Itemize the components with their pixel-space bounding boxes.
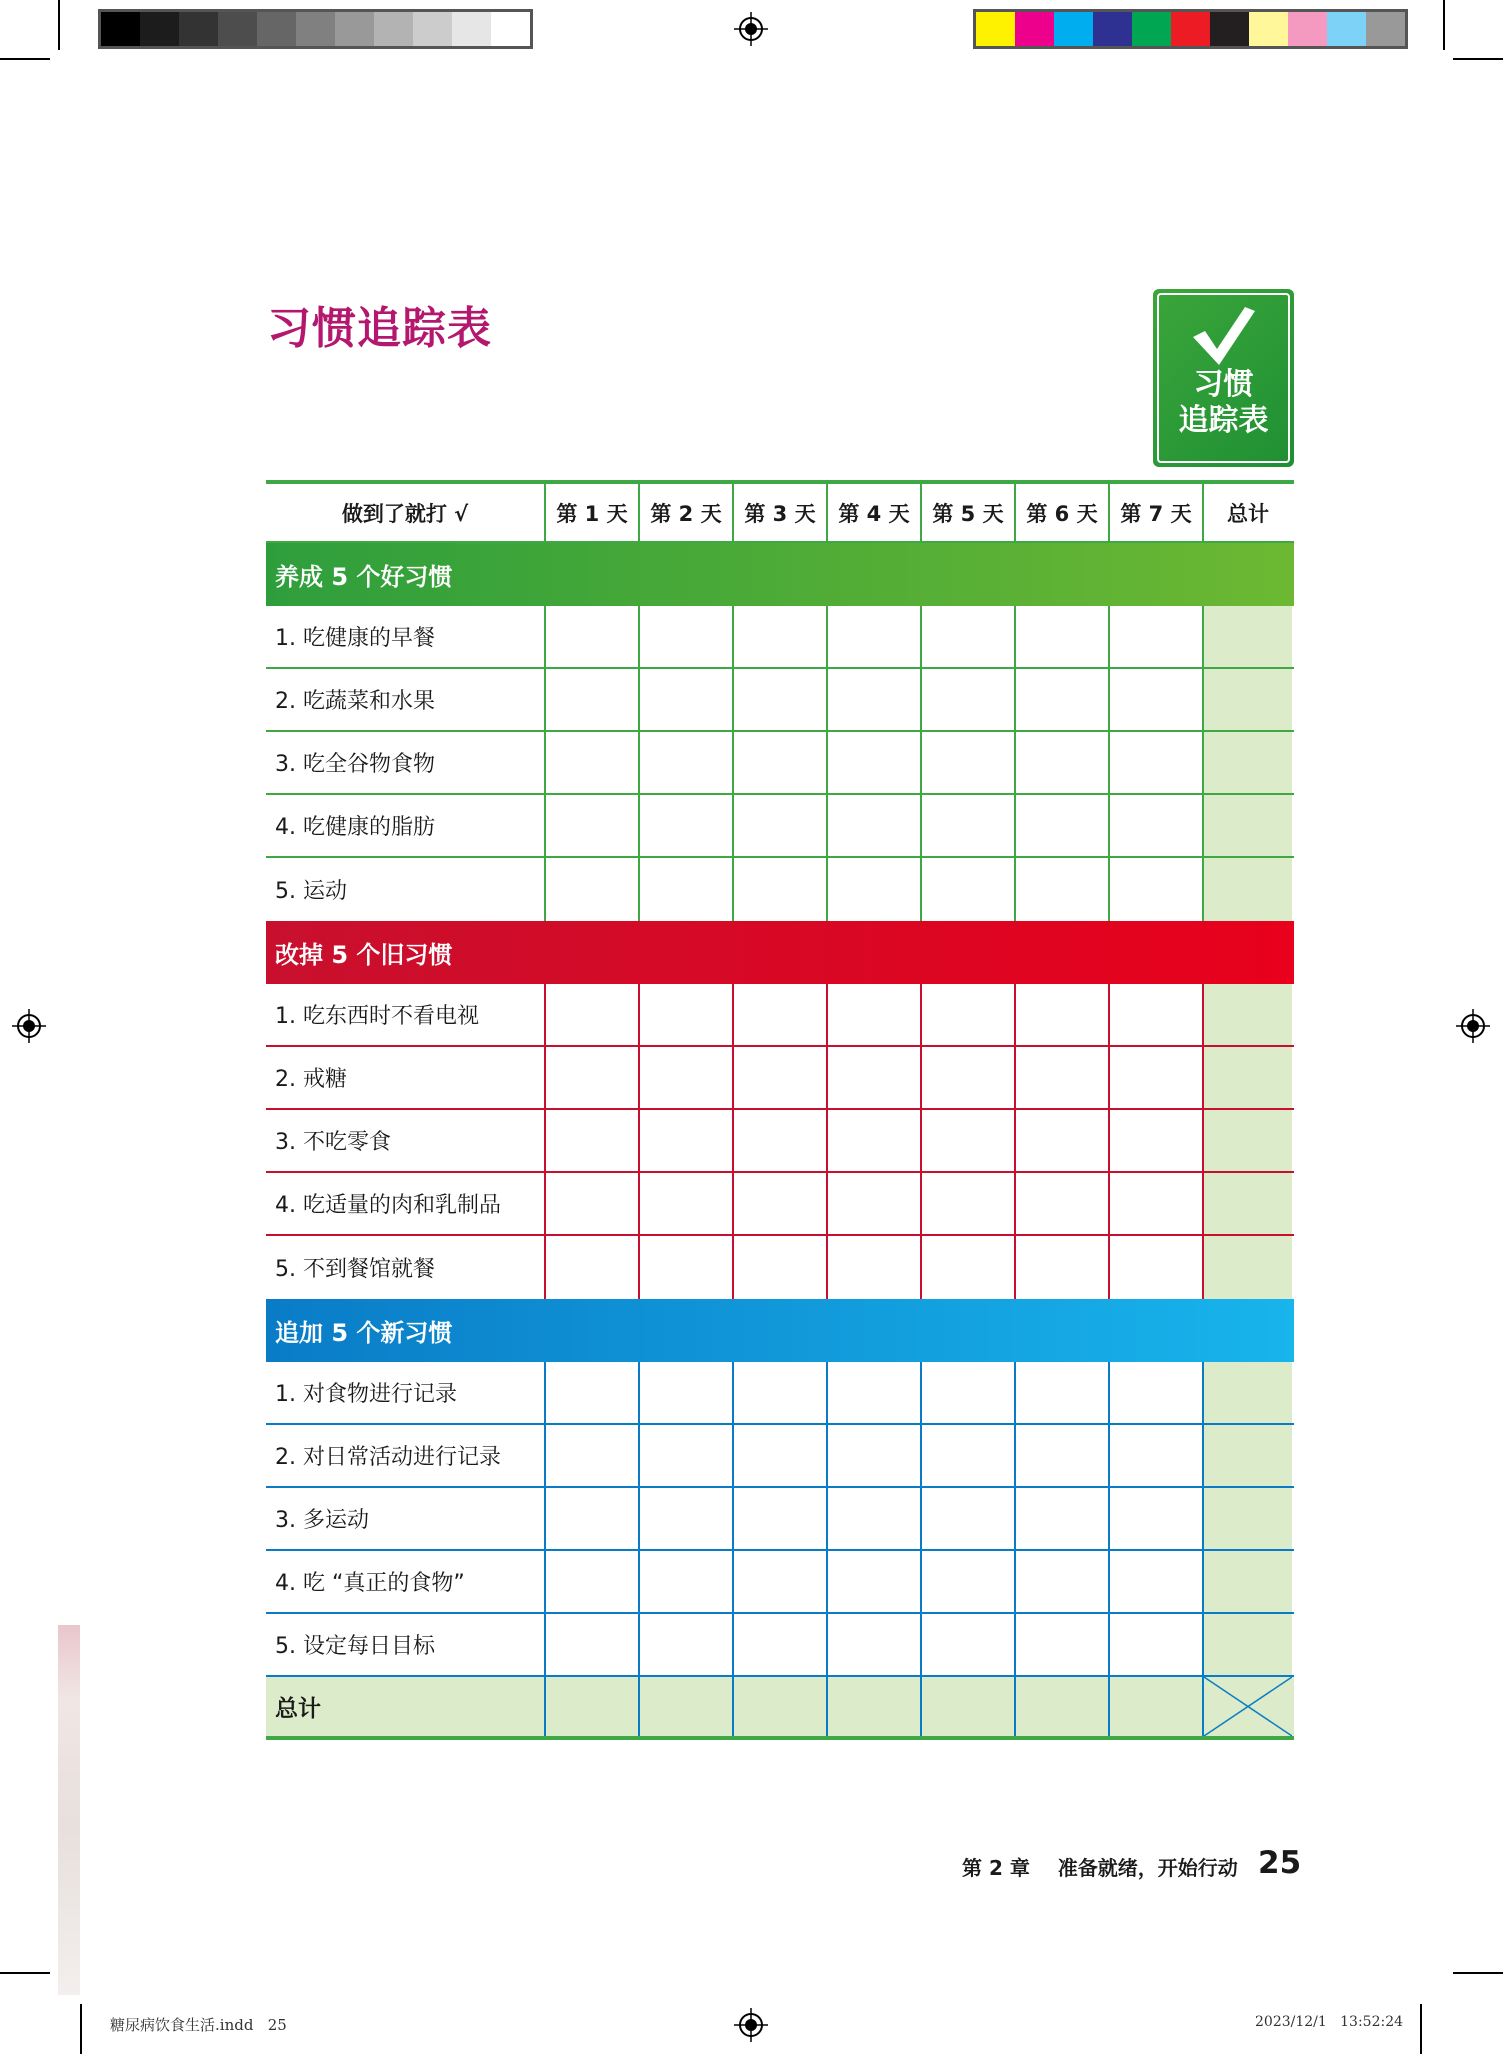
total-row-label: 总计 (275, 1696, 321, 1722)
total-cell[interactable] (1202, 606, 1292, 667)
total-cell[interactable] (1202, 1110, 1292, 1171)
section-title: 养成 5 个好习惯 (275, 563, 453, 591)
checkbox-cell[interactable] (826, 795, 920, 856)
checkbox-cell[interactable] (920, 669, 1014, 730)
checkbox-cell[interactable] (732, 1425, 826, 1486)
total-cell[interactable] (1202, 858, 1292, 921)
checkbox-cell[interactable] (920, 1110, 1014, 1171)
checkbox-cell[interactable] (826, 1488, 920, 1549)
checkbox-cell[interactable] (732, 1236, 826, 1299)
checkbox-cell[interactable] (826, 1236, 920, 1299)
checkbox-cell[interactable] (826, 669, 920, 730)
checkbox-cell[interactable] (732, 669, 826, 730)
checkbox-cell[interactable] (1014, 732, 1108, 793)
checkbox-cell[interactable] (638, 1047, 732, 1108)
grayscale-color-bar (98, 9, 533, 49)
checkbox-cell[interactable] (544, 606, 638, 667)
checkbox-cell[interactable] (920, 606, 1014, 667)
checkbox-cell[interactable] (826, 606, 920, 667)
section-header-good-habits (266, 543, 1294, 606)
table-row (266, 1551, 1294, 1614)
checkbox-cell[interactable] (638, 1362, 732, 1423)
checkbox-cell[interactable] (920, 1047, 1014, 1108)
checkbox-cell[interactable] (920, 858, 1014, 921)
checkbox-cell[interactable] (1108, 606, 1202, 667)
checkbox-cell[interactable] (1014, 1551, 1108, 1612)
section-title: 改掉 5 个旧习惯 (275, 941, 453, 969)
habit-label: 2. 戒糖 (275, 1067, 347, 1092)
habit-label: 5. 不到餐馆就餐 (275, 1257, 435, 1282)
checkbox-cell[interactable] (1014, 1425, 1108, 1486)
table-row (266, 1362, 1294, 1425)
checkbox-cell[interactable] (732, 858, 826, 921)
header-day-2: 第 2 天 (638, 484, 732, 541)
checkbox-cell[interactable] (638, 795, 732, 856)
table-row (266, 1236, 1294, 1299)
total-cell[interactable] (1202, 1047, 1292, 1108)
total-cell[interactable] (1202, 732, 1292, 793)
header-day-5: 第 5 天 (920, 484, 1014, 541)
habit-tracker-table (266, 480, 1294, 1740)
habit-label: 5. 设定每日目标 (275, 1634, 435, 1659)
section-header-old-habits (266, 921, 1294, 984)
table-row (266, 1425, 1294, 1488)
header-label: 做到了就打 √ (341, 501, 469, 526)
checkbox-cell[interactable] (1108, 1047, 1202, 1108)
habit-label: 2. 对日常活动进行记录 (275, 1445, 501, 1470)
checkbox-cell[interactable] (826, 1425, 920, 1486)
checkbox-cell[interactable] (732, 1362, 826, 1423)
table-row (266, 1614, 1294, 1677)
habit-label: 4. 吃 “真正的食物” (275, 1571, 465, 1596)
checkbox-cell[interactable] (1014, 858, 1108, 921)
total-cell[interactable] (1202, 984, 1292, 1045)
checkbox-cell[interactable] (826, 1614, 920, 1675)
habit-label: 4. 吃健康的脂肪 (275, 815, 435, 840)
checkbox-cell[interactable] (1014, 1110, 1108, 1171)
checkbox-cell[interactable] (1108, 1551, 1202, 1612)
checkbox-cell[interactable] (826, 984, 920, 1045)
checkbox-cell[interactable] (544, 1425, 638, 1486)
checkbox-cell[interactable] (826, 1110, 920, 1171)
habit-label: 3. 吃全谷物食物 (275, 752, 435, 777)
habit-label: 3. 多运动 (275, 1508, 369, 1533)
checkbox-cell[interactable] (920, 732, 1014, 793)
table-row (266, 732, 1294, 795)
checkbox-cell[interactable] (544, 795, 638, 856)
checkbox-cell[interactable] (1014, 606, 1108, 667)
checkbox-cell[interactable] (920, 1614, 1014, 1675)
total-cell[interactable] (1202, 1173, 1292, 1234)
total-cell[interactable] (1202, 1551, 1292, 1612)
checkbox-cell[interactable] (1108, 1173, 1202, 1234)
checkbox-cell[interactable] (826, 1551, 920, 1612)
table-row (266, 1173, 1294, 1236)
checkbox-cell[interactable] (826, 858, 920, 921)
checkbox-cell[interactable] (1108, 984, 1202, 1045)
day-total-cell[interactable] (732, 1677, 826, 1736)
badge-line-1: 习惯 (1193, 367, 1254, 402)
checkmark-icon (1189, 303, 1259, 367)
checkbox-cell[interactable] (544, 1047, 638, 1108)
table-row (266, 795, 1294, 858)
table-row (266, 1047, 1294, 1110)
checkbox-cell[interactable] (732, 1110, 826, 1171)
header-total: 总计 (1202, 484, 1292, 541)
checkbox-cell[interactable] (826, 1173, 920, 1234)
checkbox-cell[interactable] (544, 984, 638, 1045)
checkbox-cell[interactable] (732, 732, 826, 793)
section-title: 追加 5 个新习惯 (275, 1319, 453, 1347)
checkbox-cell[interactable] (1014, 984, 1108, 1045)
checkbox-cell[interactable] (1108, 1425, 1202, 1486)
checkbox-cell[interactable] (732, 1488, 826, 1549)
checkbox-cell[interactable] (1014, 1236, 1108, 1299)
checkbox-cell[interactable] (920, 1362, 1014, 1423)
total-cell[interactable] (1202, 1236, 1292, 1299)
checkbox-cell[interactable] (638, 732, 732, 793)
checkbox-cell[interactable] (1108, 1362, 1202, 1423)
checkbox-cell[interactable] (544, 1362, 638, 1423)
checkbox-cell[interactable] (732, 606, 826, 667)
checkbox-cell[interactable] (1014, 795, 1108, 856)
checkbox-cell[interactable] (638, 669, 732, 730)
habit-label: 4. 吃适量的肉和乳制品 (275, 1193, 501, 1218)
checkbox-cell[interactable] (544, 1236, 638, 1299)
checkbox-cell[interactable] (638, 1551, 732, 1612)
file-slug: 糖尿病饮食生活.indd 25 (110, 2016, 287, 2034)
checkbox-cell[interactable] (638, 858, 732, 921)
checkbox-cell[interactable] (1108, 1110, 1202, 1171)
crop-mark (0, 1972, 50, 1974)
crop-mark (1453, 58, 1503, 60)
checkbox-cell[interactable] (1108, 858, 1202, 921)
total-cell[interactable] (1202, 795, 1292, 856)
checkbox-cell[interactable] (732, 1047, 826, 1108)
crop-mark (80, 2004, 82, 2054)
checkbox-cell[interactable] (732, 1614, 826, 1675)
checkbox-cell[interactable] (1014, 1047, 1108, 1108)
checkbox-cell[interactable] (544, 1173, 638, 1234)
day-total-cell[interactable] (826, 1677, 920, 1736)
habit-label: 1. 吃健康的早餐 (275, 626, 435, 651)
crop-mark (0, 58, 50, 60)
checkbox-cell[interactable] (732, 1551, 826, 1612)
checkbox-cell[interactable] (920, 795, 1014, 856)
crop-mark (58, 0, 60, 50)
checkbox-cell[interactable] (638, 1425, 732, 1486)
checkbox-cell[interactable] (1108, 732, 1202, 793)
checkbox-cell[interactable] (638, 1110, 732, 1171)
section-header-new-habits (266, 1299, 1294, 1362)
page-number: 25 (1258, 1845, 1302, 1881)
checkbox-cell[interactable] (732, 984, 826, 1045)
habit-label: 1. 对食物进行记录 (275, 1382, 457, 1407)
checkbox-cell[interactable] (1014, 1362, 1108, 1423)
badge-label (1179, 367, 1269, 439)
table-row (266, 606, 1294, 669)
checkbox-cell[interactable] (544, 858, 638, 921)
habit-label: 2. 吃蔬菜和水果 (275, 689, 435, 714)
crop-mark (1453, 1972, 1503, 1974)
checkbox-cell[interactable] (638, 1236, 732, 1299)
badge-line-2: 追踪表 (1178, 403, 1269, 438)
header-day-7: 第 7 天 (1108, 484, 1202, 541)
checkbox-cell[interactable] (638, 606, 732, 667)
checkbox-cell[interactable] (638, 1173, 732, 1234)
day-total-cell[interactable] (1014, 1677, 1108, 1736)
checkbox-cell[interactable] (826, 1362, 920, 1423)
checkbox-cell[interactable] (1014, 1614, 1108, 1675)
total-cell[interactable] (1202, 1614, 1292, 1675)
print-datetime: 2023/12/1 13:52:24 (1255, 2014, 1404, 2030)
checkbox-cell[interactable] (1108, 795, 1202, 856)
table-total-row (266, 1677, 1294, 1740)
day-total-cell[interactable] (920, 1677, 1014, 1736)
habit-tracker-badge (1153, 289, 1294, 467)
day-total-cell[interactable] (1108, 1677, 1202, 1736)
header-day-1: 第 1 天 (544, 484, 638, 541)
checkbox-cell[interactable] (638, 984, 732, 1045)
table-row (266, 1488, 1294, 1551)
day-total-cell[interactable] (638, 1677, 732, 1736)
total-cell[interactable] (1202, 669, 1292, 730)
registration-mark-icon (734, 2008, 768, 2042)
table-header-row (266, 480, 1294, 543)
crop-mark (1443, 0, 1445, 50)
chapter-footer: 第 2 章 准备就绪，开始行动 (962, 1856, 1238, 1880)
checkbox-cell[interactable] (544, 732, 638, 793)
header-day-3: 第 3 天 (732, 484, 826, 541)
table-row (266, 984, 1294, 1047)
checkbox-cell[interactable] (920, 1551, 1014, 1612)
checkbox-cell[interactable] (920, 984, 1014, 1045)
checkbox-cell[interactable] (920, 1488, 1014, 1549)
header-day-6: 第 6 天 (1014, 484, 1108, 541)
checkbox-cell[interactable] (544, 1614, 638, 1675)
checkbox-cell[interactable] (1014, 1488, 1108, 1549)
checkbox-cell[interactable] (544, 1488, 638, 1549)
registration-mark-icon (12, 1009, 46, 1043)
table-row (266, 858, 1294, 921)
checkbox-cell[interactable] (826, 732, 920, 793)
checkbox-cell[interactable] (1108, 1614, 1202, 1675)
checkbox-cell[interactable] (544, 669, 638, 730)
checkbox-cell[interactable] (1108, 669, 1202, 730)
checkbox-cell[interactable] (638, 1488, 732, 1549)
habit-label: 1. 吃东西时不看电视 (275, 1004, 479, 1029)
checkbox-cell[interactable] (732, 795, 826, 856)
checkbox-cell[interactable] (544, 1110, 638, 1171)
checkbox-cell[interactable] (544, 1551, 638, 1612)
edge-bleed-strip (58, 1625, 80, 1995)
checkbox-cell[interactable] (732, 1173, 826, 1234)
checkbox-cell[interactable] (920, 1173, 1014, 1234)
registration-mark-icon (1456, 1009, 1490, 1043)
checkbox-cell[interactable] (638, 1614, 732, 1675)
checkbox-cell[interactable] (920, 1236, 1014, 1299)
checkbox-cell[interactable] (920, 1425, 1014, 1486)
checkbox-cell[interactable] (1014, 669, 1108, 730)
total-cell[interactable] (1202, 1488, 1292, 1549)
crop-mark (1420, 2004, 1422, 2054)
checkbox-cell[interactable] (1108, 1236, 1202, 1299)
checkbox-cell[interactable] (826, 1047, 920, 1108)
habit-label: 5. 运动 (275, 879, 347, 904)
crossed-out-cell (1202, 1677, 1292, 1736)
total-cell[interactable] (1202, 1362, 1292, 1423)
table-row (266, 669, 1294, 732)
registration-mark-icon (734, 12, 768, 46)
day-total-cell[interactable] (544, 1677, 638, 1736)
cross-icon (1204, 1677, 1292, 1736)
process-color-bar (973, 9, 1408, 49)
page-title: 习惯追踪表 (267, 303, 492, 354)
checkbox-cell[interactable] (1108, 1488, 1202, 1549)
checkbox-cell[interactable] (1014, 1173, 1108, 1234)
table-row (266, 1110, 1294, 1173)
header-day-4: 第 4 天 (826, 484, 920, 541)
habit-label: 3. 不吃零食 (275, 1130, 391, 1155)
total-cell[interactable] (1202, 1425, 1292, 1486)
